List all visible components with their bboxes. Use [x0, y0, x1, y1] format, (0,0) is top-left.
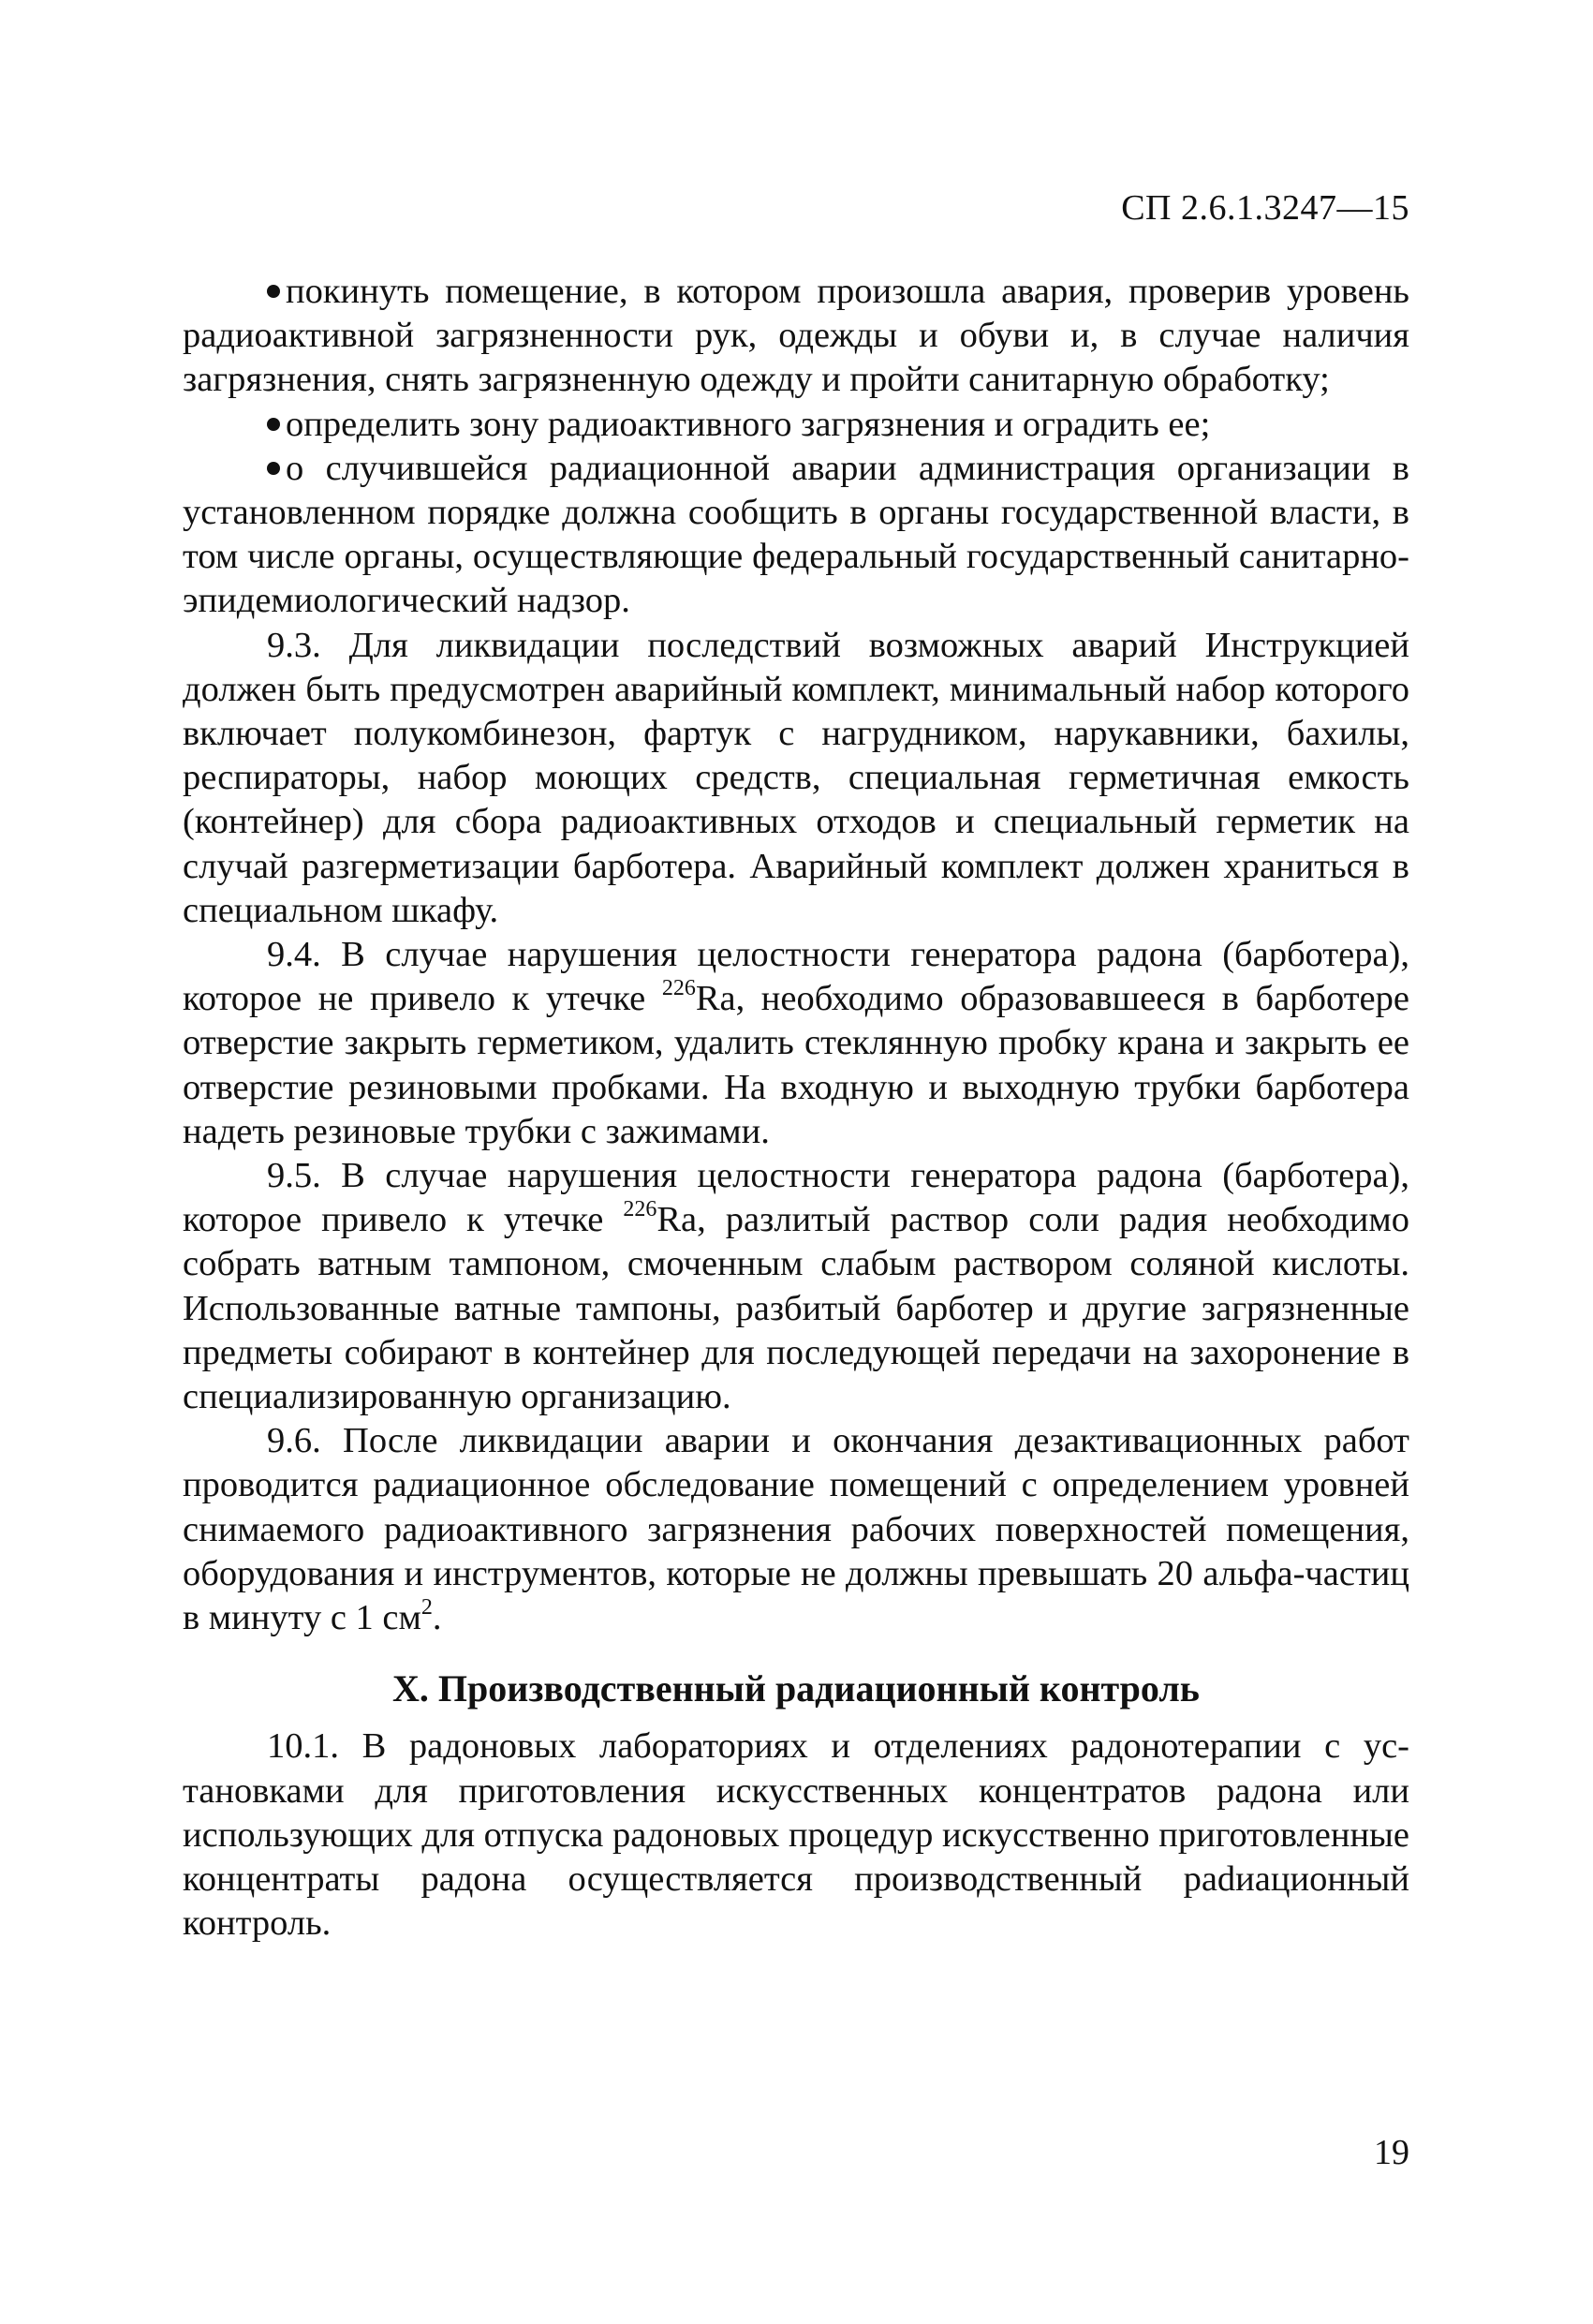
paragraph-9-4 [183, 933, 1409, 1154]
isotope-mass-number: 226 [661, 976, 696, 1001]
list-item [183, 270, 1409, 403]
list-item [183, 403, 1409, 447]
paragraph-9-6 [183, 1419, 1409, 1640]
paragraph-9-5 [183, 1154, 1409, 1419]
paragraph-10-1: 10.1. В радоновых лабораториях и отделениях радонотерапии с установками для приготовления искусственных концентратов радона или использующих для отпуска радоновых процедур искусственно приготовленные концентраты радона осуществляется производственный раdиационный контроль. [183, 1726, 1409, 1944]
paragraph-text: Ra, необходимо образовавшееся в барботере отверстие закрыть герметиком, удалить стеклянную пробку крана и закрыть ее отверстие резиновыми пробками. На входную и выходную трубки барботера надеть резиновые трубки с зажимами. [183, 979, 1409, 1151]
bullet-icon [267, 418, 280, 431]
paragraph-text: 9.6. После ликвидации аварии и окончания дезактивационных работ проводится радиационное обследование помещений с определением уровней снимаемого радиоактивного загрязнения рабочих поверхностей помещения, оборудования и инструментов, которые не должны превышать 20 альфа-частиц в минуту с 1 см [183, 1421, 1409, 1638]
paragraph-text: Ra, разлитый раствор соли радия необходимо собрать ватным тампоном, смоченным слабым раствором соляной кислоты. Использованные ватные тампоны, разбитый барботер и другие загрязненные предметы собирают в контейнер для последующей передачи на захоронение в специализированную организацию. [183, 1200, 1409, 1417]
list-item [183, 447, 1409, 624]
paragraph-text: . [432, 1598, 442, 1638]
paragraph-text: 9.5. В случае нарушения целостности генератора радона (барботера), которое привело к утечке [183, 1156, 1409, 1240]
bullet-icon [267, 285, 280, 298]
bullet-text: о случившейся радиационной аварии администрация организации в установленном порядке должна сообщить в органы государственной власти, в том числе органы, осуществляющие федеральный государственный санитарно-эпидемиологический надзор. [183, 448, 1409, 621]
section-heading: X. Производственный радиационный контроль [392, 1667, 1200, 1710]
paragraph-9-3: 9.3. Для ликвидации последствий возможных аварий Инструкцией должен быть предусмотрен аварийный комплект, минимальный набор которого включает полукомбинезон, фартук с нагрудником, нарукавники, бахилы, респираторы, набор моющих средств, специальная герметичная емкость (контейнер) для сбора радиоактивных отходов и специальный герметик на случай разгерметизации барботера. Аварийный комплект должен храниться в специальном шкафу. [183, 625, 1409, 930]
unit-exponent: 2 [420, 1595, 433, 1621]
isotope-mass-number: 226 [623, 1197, 657, 1222]
bullet-text: покинуть помещение, в котором произошла авария, проверив уровень радиоактивной загрязненности рук, одежды и обуви и, в случае наличия загрязнения, снять загрязненную одежду и пройти санитарную обработку; [183, 272, 1409, 400]
document-code: СП 2.6.1.3247—15 [1121, 188, 1409, 228]
bullet-text: определить зону радиоактивного загрязнения и оградить ее; [286, 404, 1211, 444]
page-number: 19 [1374, 2133, 1409, 2172]
bullet-icon [267, 462, 280, 475]
document-body [183, 270, 1409, 1946]
paragraph-text: 9.4. В случае нарушения целостности генератора радона (барботера), которое не привело к утечке [183, 935, 1409, 1019]
